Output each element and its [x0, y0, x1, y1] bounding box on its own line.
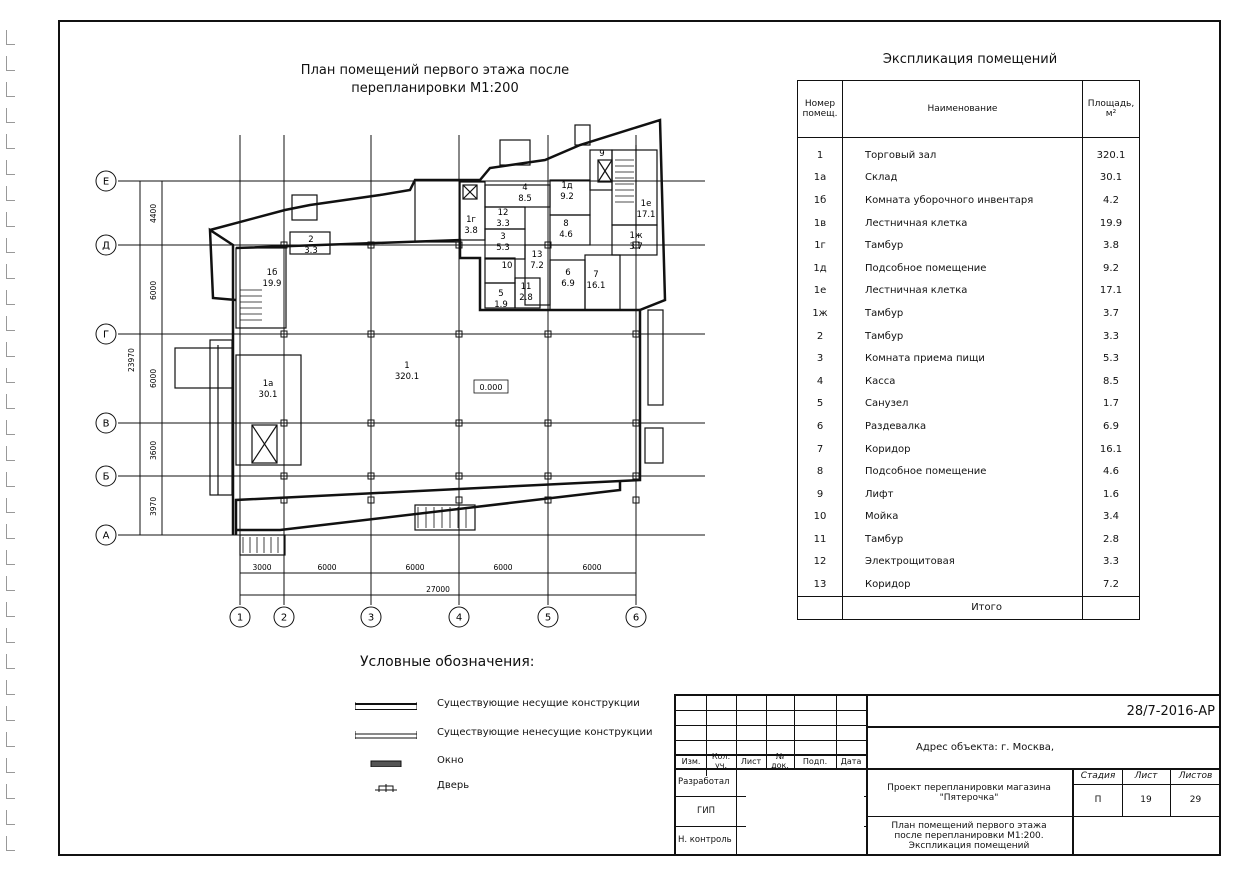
role-chief-engineer: ГИП [697, 806, 715, 816]
room-area: 30.1 [1083, 167, 1140, 190]
room-area: 4.2 [1083, 189, 1140, 212]
partition [210, 340, 232, 495]
room-area: 1.7 [1083, 393, 1140, 416]
room-area: 19.9 [1083, 212, 1140, 235]
room-name: Лифт [843, 483, 1083, 506]
dimension-label: 3600 [149, 440, 158, 460]
plan-title-line2: перепланировки М1:200 [351, 81, 519, 96]
room-area: 3.3 [1083, 551, 1140, 574]
axis-label: Е [102, 176, 110, 188]
room-area-label: 3.8 [464, 226, 478, 236]
room-area: 3.7 [1083, 302, 1140, 325]
load-bearing-wall-icon [355, 702, 417, 710]
sheets-total: 29 [1189, 795, 1202, 805]
room-area: 17.1 [1083, 280, 1140, 303]
room-area: 5.3 [1083, 347, 1140, 370]
table-row [798, 257, 1140, 280]
room-name: Касса [843, 370, 1083, 393]
col-header: Кол. уч. [711, 752, 731, 770]
legend-label: Существующие ненесущие конструкции [437, 727, 653, 738]
dimension-label: 6000 [149, 280, 158, 300]
non-load-bearing-wall-icon [355, 731, 417, 739]
table-row [798, 460, 1140, 483]
room-area-label: 19.9 [262, 279, 282, 289]
room-number: 1а [798, 167, 843, 190]
table-row [798, 347, 1140, 370]
room-number: 1в [798, 212, 843, 235]
table-row [798, 189, 1140, 212]
header-area: Площадь, м² [1083, 81, 1140, 138]
dimension-label: 6000 [405, 563, 425, 572]
room-area-label: 9.2 [560, 192, 574, 202]
sheet-label: Лист [1134, 771, 1158, 781]
room-area-label: 6.9 [561, 279, 575, 289]
dimension-total: 23970 [127, 348, 136, 372]
table-row [798, 506, 1140, 529]
room-area: 9.2 [1083, 257, 1140, 280]
dimension-label: 3000 [252, 563, 272, 572]
legend-label: Существующие несущие конструкции [437, 698, 640, 709]
legend-label: Дверь [437, 780, 470, 791]
room-id: 5 [498, 289, 504, 299]
table-row [798, 415, 1140, 438]
room-name: Тамбур [843, 234, 1083, 257]
room-number: 8 [798, 460, 843, 483]
col-header: Дата [840, 756, 862, 766]
room-name: Лестничная клетка [843, 280, 1083, 303]
partition [645, 428, 663, 463]
title-block [674, 694, 1221, 856]
explication-table [797, 80, 1140, 620]
room-number: 1г [798, 234, 843, 257]
room-area: 320.1 [1083, 144, 1140, 167]
room-area: 6.9 [1083, 415, 1140, 438]
col-header: Лист [740, 756, 762, 766]
room-number: 10 [798, 506, 843, 529]
room-id: 1а [262, 379, 274, 389]
room-name: Комната уборочного инвентаря [843, 189, 1083, 212]
partition [236, 355, 301, 465]
room-name: Подсобное помещение [843, 460, 1083, 483]
project-name: Проект перепланировки магазина "Пятерочка" [887, 783, 1051, 803]
room-number: 9 [798, 483, 843, 506]
partition [175, 348, 233, 388]
room-area-label: 3.7 [629, 242, 643, 252]
room-number: 4 [798, 370, 843, 393]
table-row [798, 212, 1140, 235]
room-name: Склад [843, 167, 1083, 190]
role-developer: Разработал [678, 777, 730, 787]
table-row [798, 551, 1140, 574]
partition [500, 140, 530, 165]
plan-title-line1: План помещений первого этажа после [300, 63, 570, 78]
room-name: Коридор [843, 438, 1083, 461]
room-id: 11 [520, 282, 532, 292]
legend-label: Окно [437, 755, 464, 766]
room-name: Коридор [843, 573, 1083, 596]
room-area-label: 320.1 [394, 372, 420, 382]
dimension-label: 6000 [149, 368, 158, 388]
room-id: 13 [531, 250, 543, 260]
window-icon [355, 759, 417, 767]
room-area-label: 17.1 [636, 210, 656, 220]
col-header: № док. [771, 752, 789, 770]
table-row [798, 302, 1140, 325]
table-row [798, 483, 1140, 506]
document-code: 28/7-2016-АР [1126, 703, 1215, 719]
axis-label: В [102, 418, 110, 430]
axis-label: Г [102, 329, 110, 341]
table-row [798, 393, 1140, 416]
room-id: 1г [466, 215, 476, 225]
header-number: Номер помещ. [798, 81, 843, 138]
room-number: 6 [798, 415, 843, 438]
room-id: 1б [266, 268, 278, 278]
room-id: 3 [500, 232, 506, 242]
room-area: 3.8 [1083, 234, 1140, 257]
sheet-title: План помещений первого этажа после перепланировки М1:200. Экспликация помещений [891, 821, 1047, 851]
table-row [798, 167, 1140, 190]
table-row [798, 438, 1140, 461]
room-number: 7 [798, 438, 843, 461]
room-area: 7.2 [1083, 573, 1140, 596]
room-area-label: 5.3 [496, 243, 510, 253]
dimension-label: 6000 [582, 563, 602, 572]
room-area: 4.6 [1083, 460, 1140, 483]
axis-label: А [102, 530, 110, 542]
room-area: 3.4 [1083, 506, 1140, 529]
partition [648, 310, 663, 405]
room-area-label: 4.6 [559, 230, 573, 240]
room-area-label: 30.1 [258, 390, 278, 400]
sheet-number: 19 [1140, 795, 1152, 805]
room-name: Торговый зал [843, 144, 1083, 167]
table-row [798, 280, 1140, 303]
table-row [798, 144, 1140, 167]
room-id: 1ж [629, 231, 643, 241]
table-row [798, 325, 1140, 348]
axis-label: 4 [455, 612, 463, 624]
total-row [798, 596, 1140, 619]
room-area-label: 7.2 [530, 261, 544, 271]
room-id: 8 [563, 219, 569, 229]
room-id: 7 [593, 270, 599, 280]
room-number: 1д [798, 257, 843, 280]
room-id: 4 [522, 183, 528, 193]
room-name: Мойка [843, 506, 1083, 529]
col-header: Подп. [802, 756, 828, 766]
room-area: 16.1 [1083, 438, 1140, 461]
room-number: 1ж [798, 302, 843, 325]
room-id: 10 [501, 261, 513, 271]
room-name: Комната приема пищи [843, 347, 1083, 370]
table-row [798, 573, 1140, 596]
total-value [1083, 596, 1140, 619]
room-name: Лестничная клетка [843, 212, 1083, 235]
room-number: 1 [798, 144, 843, 167]
header-name: Наименование [843, 81, 1083, 138]
axis-label: 1 [236, 612, 244, 624]
room-number: 11 [798, 528, 843, 551]
room-area-label: 8.5 [518, 194, 532, 204]
stage-label: Стадия [1080, 771, 1116, 781]
room-area: 1.6 [1083, 483, 1140, 506]
table-row [798, 370, 1140, 393]
role-norm-control: Н. контроль [678, 835, 732, 845]
room-number: 13 [798, 573, 843, 596]
explication-title: Экспликация помещений [882, 52, 1058, 67]
dimension-label: 6000 [493, 563, 513, 572]
room-area: 3.3 [1083, 325, 1140, 348]
room-id: 1 [404, 361, 410, 371]
sheets-label: Листов [1178, 771, 1213, 781]
axis-label: Б [102, 471, 110, 483]
col-header: Изм. [681, 756, 701, 766]
room-area-label: 1.9 [494, 300, 508, 310]
room-area-label: 16.1 [586, 281, 606, 291]
total-label: Итого [843, 596, 1083, 619]
object-address: Адрес объекта: г. Москва, [916, 741, 1055, 753]
dimension-total: 27000 [426, 585, 450, 594]
room-name: Тамбур [843, 302, 1083, 325]
room-area-label: 3.3 [496, 219, 510, 229]
room-number: 1б [798, 189, 843, 212]
table-row [798, 528, 1140, 551]
room-area: 2.8 [1083, 528, 1140, 551]
level-mark: 0.000 [479, 383, 503, 392]
room-name: Электрощитовая [843, 551, 1083, 574]
wall [236, 240, 640, 310]
room-number: 2 [798, 325, 843, 348]
door-icon [355, 784, 417, 792]
room-number: 1е [798, 280, 843, 303]
room-id: 12 [497, 208, 509, 218]
axis-label: 3 [367, 612, 375, 624]
room-area-label: 3.3 [304, 246, 318, 256]
room-name: Тамбур [843, 528, 1083, 551]
room-name: Подсобное помещение [843, 257, 1083, 280]
signature-area [746, 770, 864, 854]
axis-label: 6 [632, 612, 640, 624]
axis-label: Д [102, 240, 110, 252]
room-id: 2 [308, 235, 314, 245]
axis-label: 5 [544, 612, 552, 624]
table-row [798, 234, 1140, 257]
room-area: 8.5 [1083, 370, 1140, 393]
room-id: 1е [640, 199, 652, 209]
stage-value: П [1094, 795, 1102, 805]
room-name: Раздевалка [843, 415, 1083, 438]
partition [415, 180, 460, 242]
room-id: 1д [561, 181, 573, 191]
room-number: 12 [798, 551, 843, 574]
room-id: 9 [599, 149, 605, 159]
room-name: Тамбур [843, 325, 1083, 348]
room-name: Санузел [843, 393, 1083, 416]
room-id: 6 [565, 268, 571, 278]
axis-label: 2 [280, 612, 288, 624]
room-number: 3 [798, 347, 843, 370]
dimension-label: 4400 [149, 203, 158, 223]
legend-title: Условные обозначения: [360, 654, 535, 670]
room-number: 5 [798, 393, 843, 416]
dimension-label: 3970 [149, 496, 158, 516]
dimension-label: 6000 [317, 563, 337, 572]
room-area-label: 2.8 [519, 293, 533, 303]
